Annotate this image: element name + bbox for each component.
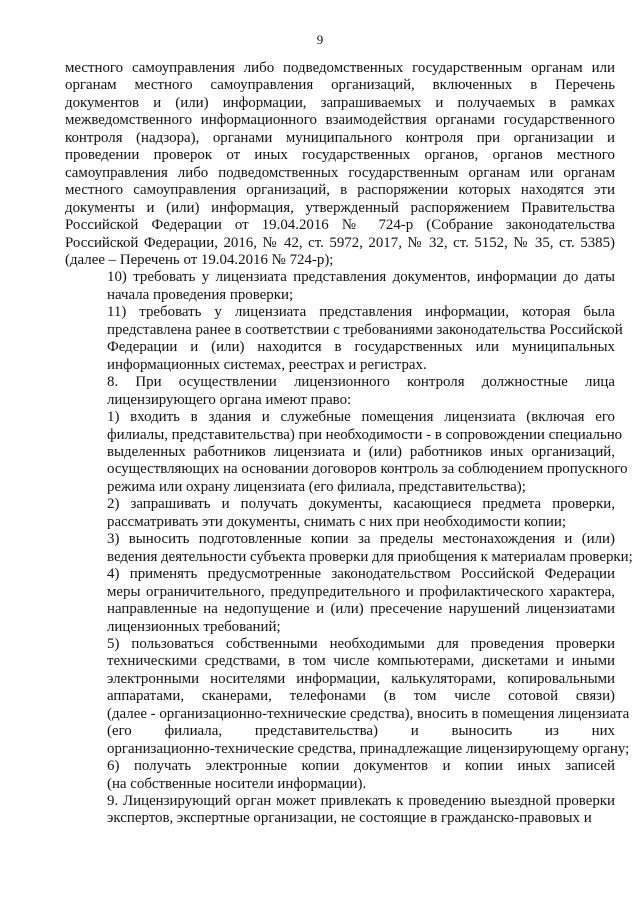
text-line: электронными носителями информации, калькуляторами, копировальными: [107, 670, 615, 687]
paragraph-cont: [65, 60, 615, 269]
text-line: филиалы, представительства) при необходимости - в сопровождении специально: [107, 426, 623, 443]
text-line: рассматривать эти документы, снимать с них при необходимости копии;: [107, 513, 566, 530]
text-line: выделенных работников лицензиата и (или) работников иных организаций,: [107, 443, 615, 460]
text-line: Российской Федерации от 19.04.2016 № 724-р (Собрание законодательства: [65, 217, 615, 234]
text-line: организационно-технические средства, принадлежащие лицензирующему органу;: [107, 740, 630, 757]
text-line: ведения деятельности субъекта проверки для приобщения к материалам проверки;: [107, 548, 633, 565]
text-line: экспертов, экспертные организации, не состоящие в гражданско-правовых и: [107, 810, 592, 827]
text-line: проведении проверок от иных государственных органов, органов местного: [65, 147, 615, 164]
text-line: меры ограничительного, предупредительного и профилактического характера,: [107, 583, 615, 600]
document-body: [65, 60, 633, 828]
text-line: режима или охрану лицензиата (его филиала, представительства);: [107, 478, 526, 495]
text-line: направленные на недопущение и (или) пресечение нарушений лицензиатами: [107, 601, 615, 618]
page-number: 9: [316, 32, 324, 47]
text-line: 10) требовать у лицензиата представления документов, информации до даты: [107, 269, 615, 286]
text-line: Российской Федерации, 2016, № 42, ст. 5972, 2017, № 32, ст. 5152, № 35, ст. 5385): [65, 234, 615, 251]
text-line: (его филиала, представительства) и выносить из них: [107, 723, 615, 740]
text-line: лицензионных требований;: [107, 618, 281, 635]
text-line: межведомственного информационного взаимодействия органами государственного: [65, 112, 615, 129]
text-line: 8. При осуществлении лицензионного контроля должностные лица: [107, 374, 615, 391]
paragraph-item11: [65, 304, 623, 374]
paragraph-item10: [65, 269, 615, 304]
text-line: 1) входить в здания и служебные помещения лицензиата (включая его: [107, 409, 615, 426]
text-line: 9. Лицензирующий орган может привлекать к проведению выездной проверки: [107, 793, 615, 810]
text-line: 5) пользоваться собственными необходимыми для проведения проверки: [107, 635, 615, 652]
paragraph-right3: [65, 531, 633, 566]
text-line: местного самоуправления либо подведомственных государственным органам или: [65, 60, 615, 76]
text-line: 11) требовать у лицензиата представления информации, которая была: [107, 304, 615, 321]
text-line: самоуправления либо подведомственных государственным органам или органам: [65, 164, 615, 181]
text-line: информационных системах, реестрах и регистрах.: [107, 356, 427, 373]
text-line: лицензирующего органа имеют право:: [107, 391, 352, 408]
text-line: (на собственные носители информации).: [107, 775, 367, 792]
text-line: 3) выносить подготовленные копии за пределы местонахождения и (или): [107, 531, 615, 548]
paragraph-right2: [65, 496, 615, 531]
paragraph-clause9: [65, 793, 615, 828]
paragraph-right4: [65, 566, 615, 636]
paragraph-right6: [65, 758, 615, 793]
text-line: аппаратами, сканерами, телефонами (в том числе сотовой связи): [107, 688, 615, 705]
text-line: (далее – Перечень от 19.04.2016 № 724-р);: [65, 251, 334, 268]
text-line: документов и (или) информации, запрашиваемых и получаемых в рамках: [65, 94, 615, 111]
text-line: 6) получать электронные копии документов и копии иных записей: [107, 758, 615, 775]
text-line: местного самоуправления организаций, в распоряжении которых находятся эти: [65, 182, 615, 199]
text-line: начала проведения проверки;: [107, 286, 294, 303]
text-line: (далее - организационно-технические средства), вносить в помещения лицензиата: [107, 705, 630, 722]
paragraph-clause8: [65, 374, 615, 409]
text-line: представлена ранее в соответствии с требованиями законодательства Российской: [107, 321, 623, 338]
text-line: контроля (надзора), органами муниципального контроля при организации и: [65, 129, 615, 146]
text-line: 4) применять предусмотренные законодательством Российской Федерации: [107, 566, 615, 583]
text-line: Федерации и (или) находится в государственных или муниципальных: [107, 339, 615, 356]
text-line: документы и (или) информация, утвержденный распоряжением Правительства: [65, 199, 615, 216]
text-line: 2) запрашивать и получать документы, касающиеся предмета проверки,: [107, 496, 615, 513]
paragraph-right5: [65, 635, 630, 758]
paragraph-right1: [65, 409, 628, 496]
text-line: осуществляющих на основании договоров контроль за соблюдением пропускного: [107, 461, 628, 478]
text-line: техническими средствами, в том числе компьютерами, дискетами и иными: [107, 653, 615, 670]
text-line: органам местного самоуправления организаций, включенных в Перечень: [65, 77, 615, 94]
